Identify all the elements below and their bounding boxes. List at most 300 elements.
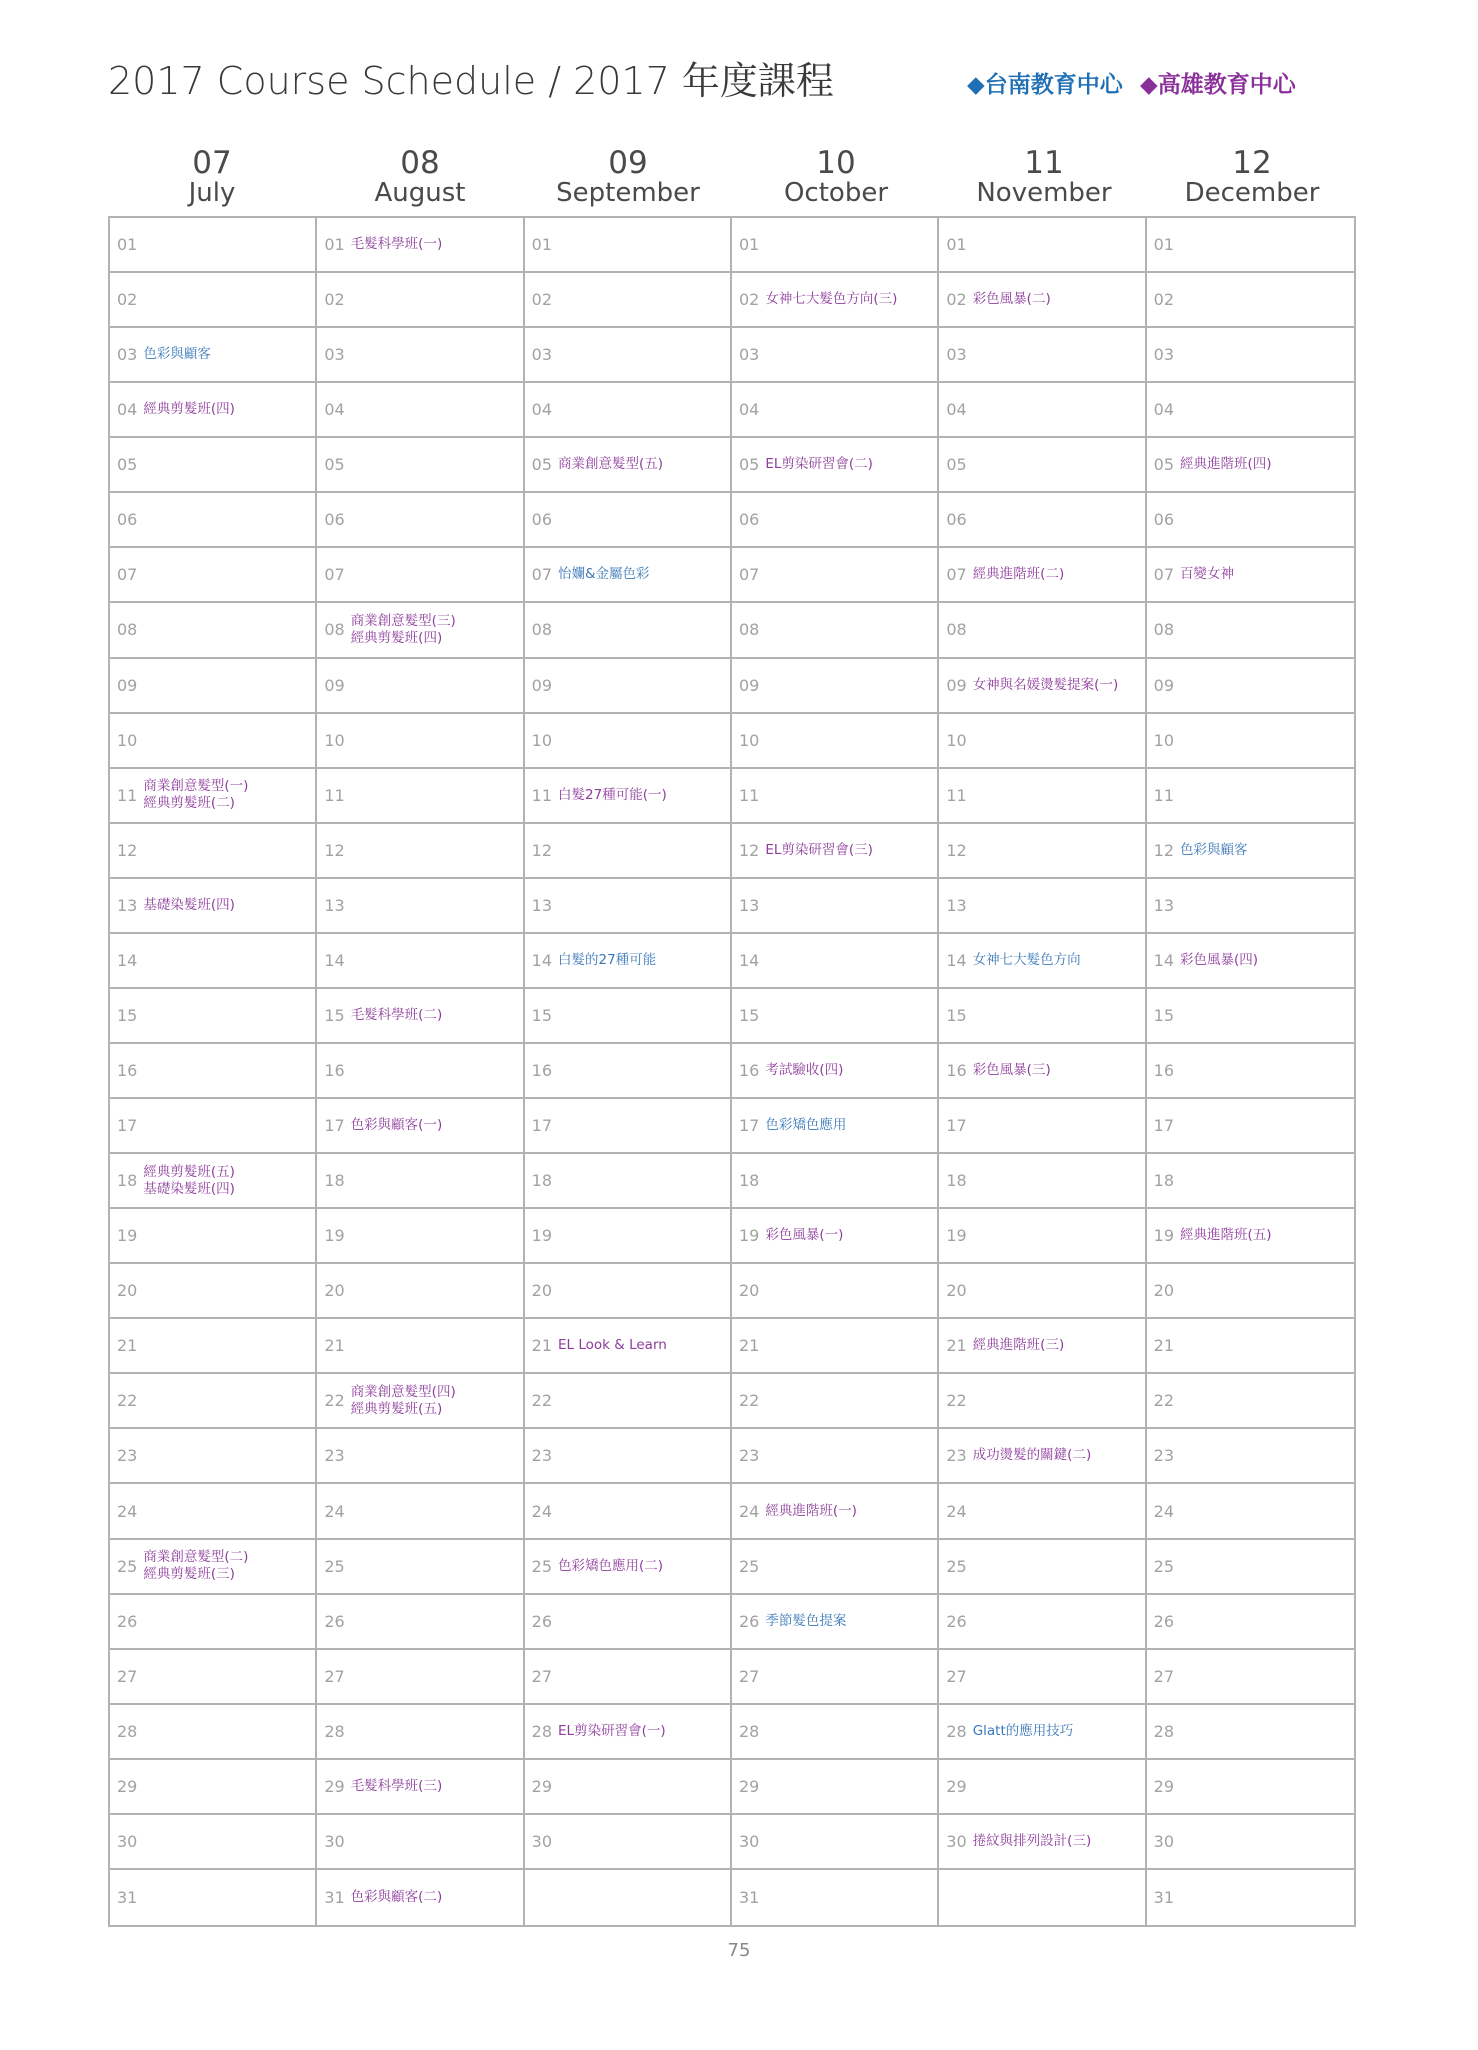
- day-cell-november-26: [939, 1595, 1146, 1650]
- day-number: 01: [531, 235, 553, 255]
- day-cell-november-14: [939, 934, 1146, 989]
- day-cell-august-16: [317, 1044, 524, 1099]
- month-name: August: [374, 178, 466, 208]
- day-cell-december-21: [1147, 1319, 1354, 1374]
- day-number: 03: [1153, 345, 1175, 365]
- day-cell-december-9: [1147, 659, 1354, 714]
- day-number: 31: [738, 1887, 760, 1907]
- day-cell-july-26: [110, 1595, 317, 1650]
- course-list: [351, 1384, 456, 1418]
- month-number: 10: [816, 145, 856, 181]
- day-number: 13: [324, 895, 345, 915]
- day-cell-september-10: [525, 714, 732, 769]
- course-list: [765, 1062, 843, 1079]
- day-number: 20: [738, 1281, 760, 1301]
- day-cell-august-21: [317, 1319, 524, 1374]
- course-entry: 經典剪髮班(五): [143, 1163, 235, 1180]
- day-cell-october-25: [732, 1540, 939, 1595]
- day-cell-october-26: [732, 1595, 939, 1650]
- day-cell-december-7: [1147, 548, 1354, 603]
- day-number: 21: [738, 1336, 760, 1356]
- day-number: 26: [1153, 1611, 1175, 1631]
- day-number: 17: [738, 1116, 760, 1136]
- month-name: July: [188, 178, 236, 208]
- day-number: 15: [117, 1005, 138, 1025]
- course-list: [1180, 842, 1248, 859]
- day-number: 08: [117, 620, 138, 640]
- day-number: 24: [531, 1501, 553, 1521]
- day-cell-november-19: [939, 1209, 1146, 1264]
- day-cell-september-23: [525, 1429, 732, 1484]
- day-number: 30: [117, 1831, 138, 1851]
- day-number: 27: [1153, 1666, 1175, 1686]
- day-number: 26: [117, 1611, 138, 1631]
- day-number: 01: [1153, 235, 1175, 255]
- day-number: 11: [1153, 785, 1175, 805]
- day-cell-december-29: [1147, 1760, 1354, 1815]
- day-number: 20: [531, 1281, 553, 1301]
- day-number: 16: [531, 1060, 553, 1080]
- day-cell-july-5: [110, 438, 317, 493]
- day-number: 09: [738, 675, 760, 695]
- day-cell-october-9: [732, 659, 939, 714]
- day-number: 08: [946, 620, 967, 640]
- day-number: 15: [324, 1005, 345, 1025]
- course-entry: 經典進階班(二): [972, 566, 1065, 583]
- day-number: 11: [324, 785, 345, 805]
- day-cell-july-21: [110, 1319, 317, 1374]
- day-number: 25: [531, 1556, 553, 1576]
- day-number: 20: [1153, 1281, 1175, 1301]
- day-number: 14: [324, 950, 345, 970]
- course-entry: 毛髮科學班(三): [350, 1777, 443, 1794]
- day-number: 14: [531, 950, 553, 970]
- day-cell-december-4: [1147, 383, 1354, 438]
- day-cell-august-10: [317, 714, 524, 769]
- day-number: 18: [531, 1171, 553, 1191]
- day-cell-december-12: [1147, 824, 1354, 879]
- day-cell-september-16: [525, 1044, 732, 1099]
- day-number: 07: [946, 565, 967, 585]
- day-cell-november-8: [939, 603, 1146, 658]
- day-number: 28: [946, 1721, 967, 1741]
- day-number: 26: [324, 1611, 345, 1631]
- course-list: [973, 1723, 1074, 1740]
- day-number: 30: [1153, 1831, 1175, 1851]
- day-number: 06: [738, 510, 760, 530]
- day-cell-september-18: [525, 1154, 732, 1209]
- day-cell-november-6: [939, 493, 1146, 548]
- day-cell-december-27: [1147, 1650, 1354, 1705]
- day-cell-september-26: [525, 1595, 732, 1650]
- course-entry: 商業創意髮型(二): [143, 1549, 249, 1566]
- day-cell-july-3: [110, 328, 317, 383]
- course-entry: 經典剪髮班(四): [143, 401, 235, 418]
- day-number: 12: [324, 840, 345, 860]
- day-cell-september-22: [525, 1374, 732, 1429]
- day-cell-december-6: [1147, 493, 1354, 548]
- day-number: 25: [738, 1556, 760, 1576]
- day-cell-august-5: [317, 438, 524, 493]
- day-number: 21: [1153, 1336, 1175, 1356]
- day-number: 03: [738, 345, 760, 365]
- day-cell-november-24: [939, 1484, 1146, 1539]
- day-cell-september-4: [525, 383, 732, 438]
- day-number: 17: [324, 1116, 345, 1136]
- day-number: 10: [324, 730, 345, 750]
- day-cell-september-30: [525, 1815, 732, 1870]
- day-cell-july-1: [110, 218, 317, 273]
- day-cell-november-12: [939, 824, 1146, 879]
- day-cell-december-18: [1147, 1154, 1354, 1209]
- day-cell-november-29: [939, 1760, 1146, 1815]
- day-number: 19: [117, 1226, 138, 1246]
- day-cell-july-28: [110, 1705, 317, 1760]
- day-number: 28: [324, 1721, 345, 1741]
- day-cell-november-5: [939, 438, 1146, 493]
- day-number: 02: [738, 290, 760, 310]
- day-cell-september-8: [525, 603, 732, 658]
- course-entry: 色彩矯色應用(二): [558, 1557, 664, 1574]
- day-number: 21: [531, 1336, 553, 1356]
- day-number: 05: [1153, 455, 1175, 475]
- day-number: 12: [1153, 840, 1175, 860]
- day-cell-july-10: [110, 714, 317, 769]
- course-entry: 毛髮科學班(二): [350, 1006, 443, 1023]
- day-cell-december-23: [1147, 1429, 1354, 1484]
- day-cell-august-25: [317, 1540, 524, 1595]
- day-number: 15: [1153, 1005, 1175, 1025]
- course-list: [765, 1227, 843, 1244]
- day-number: 22: [531, 1391, 553, 1411]
- day-number: 26: [738, 1611, 760, 1631]
- day-cell-july-20: [110, 1264, 317, 1319]
- day-number: 27: [946, 1666, 967, 1686]
- day-cell-december-2: [1147, 273, 1354, 328]
- day-cell-november-11: [939, 769, 1146, 824]
- day-cell-november-25: [939, 1540, 1146, 1595]
- day-number: 13: [738, 895, 760, 915]
- day-cell-december-31: [1147, 1870, 1354, 1925]
- day-number: 10: [946, 730, 967, 750]
- day-number: 29: [738, 1776, 760, 1796]
- day-number: 10: [1153, 730, 1175, 750]
- day-cell-august-12: [317, 824, 524, 879]
- day-number: 12: [946, 840, 967, 860]
- day-number: 05: [117, 455, 138, 475]
- course-list: [1180, 952, 1258, 969]
- day-number: 17: [117, 1116, 138, 1136]
- day-cell-september-2: [525, 273, 732, 328]
- day-cell-september-7: [525, 548, 732, 603]
- day-number: 02: [117, 290, 138, 310]
- day-cell-july-8: [110, 603, 317, 658]
- day-cell-october-27: [732, 1650, 939, 1705]
- day-cell-august-29: [317, 1760, 524, 1815]
- day-cell-august-11: [317, 769, 524, 824]
- day-number: 25: [946, 1556, 967, 1576]
- day-cell-october-20: [732, 1264, 939, 1319]
- day-number: 16: [324, 1060, 345, 1080]
- day-cell-october-14: [732, 934, 939, 989]
- day-cell-september-31: [525, 1870, 732, 1925]
- day-cell-november-21: [939, 1319, 1146, 1374]
- day-number: 01: [738, 235, 760, 255]
- course-list: [143, 401, 235, 418]
- day-cell-december-19: [1147, 1209, 1354, 1264]
- day-cell-october-28: [732, 1705, 939, 1760]
- course-entry: 女神七大髮色方向: [972, 951, 1081, 968]
- day-cell-july-31: [110, 1870, 317, 1925]
- day-cell-july-11: [110, 769, 317, 824]
- day-number: 07: [324, 565, 345, 585]
- day-number: 28: [1153, 1721, 1175, 1741]
- day-cell-december-14: [1147, 934, 1354, 989]
- day-number: 25: [117, 1556, 138, 1576]
- day-cell-october-4: [732, 383, 939, 438]
- day-number: 10: [531, 730, 553, 750]
- day-cell-july-7: [110, 548, 317, 603]
- day-number: 04: [324, 400, 345, 420]
- day-number: 19: [324, 1226, 345, 1246]
- day-number: 24: [946, 1501, 967, 1521]
- day-number: 22: [738, 1391, 760, 1411]
- day-number: 08: [738, 620, 760, 640]
- day-number: 11: [946, 785, 967, 805]
- day-cell-august-28: [317, 1705, 524, 1760]
- day-cell-september-6: [525, 493, 732, 548]
- day-number: 04: [531, 400, 553, 420]
- day-number: 20: [117, 1281, 138, 1301]
- day-cell-july-19: [110, 1209, 317, 1264]
- day-cell-december-24: [1147, 1484, 1354, 1539]
- day-cell-december-22: [1147, 1374, 1354, 1429]
- course-entry: 色彩矯色應用: [765, 1117, 847, 1134]
- course-entry: 女神與名媛燙髮提案(一): [972, 676, 1119, 693]
- day-cell-august-7: [317, 548, 524, 603]
- day-number: 02: [1153, 290, 1175, 310]
- day-number: 11: [531, 785, 553, 805]
- day-number: 08: [1153, 620, 1175, 640]
- day-cell-december-10: [1147, 714, 1354, 769]
- month-header-september: [524, 145, 732, 208]
- day-cell-july-30: [110, 1815, 317, 1870]
- day-number: 05: [531, 455, 553, 475]
- course-entry: 彩色風暴(四): [1180, 951, 1259, 968]
- day-number: 22: [117, 1391, 138, 1411]
- course-entry: 經典進階班(四): [1180, 456, 1272, 473]
- day-cell-october-22: [732, 1374, 939, 1429]
- course-list: [351, 236, 443, 253]
- day-number: 13: [531, 895, 553, 915]
- day-number: 15: [531, 1005, 553, 1025]
- day-cell-october-7: [732, 548, 939, 603]
- day-cell-july-15: [110, 989, 317, 1044]
- day-cell-november-15: [939, 989, 1146, 1044]
- day-number: 19: [1153, 1226, 1175, 1246]
- course-entry: 季節髮色提案: [765, 1612, 847, 1629]
- course-list: [765, 1613, 846, 1630]
- course-entry: 色彩與顧客: [143, 346, 211, 363]
- month-number: 11: [1024, 145, 1064, 181]
- day-cell-august-24: [317, 1484, 524, 1539]
- course-list: [973, 1833, 1092, 1850]
- day-number: 16: [117, 1060, 138, 1080]
- day-number: 13: [946, 895, 967, 915]
- day-cell-october-10: [732, 714, 939, 769]
- day-number: 17: [946, 1116, 967, 1136]
- day-number: 12: [117, 840, 138, 860]
- course-entry: 商業創意髮型(五): [558, 456, 664, 473]
- month-name: October: [783, 178, 889, 208]
- page-number: 75: [727, 1940, 751, 1961]
- month-number: 08: [400, 145, 440, 181]
- day-number: 19: [738, 1226, 760, 1246]
- day-cell-december-8: [1147, 603, 1354, 658]
- course-list: [351, 613, 456, 647]
- day-number: 22: [946, 1391, 967, 1411]
- day-cell-november-20: [939, 1264, 1146, 1319]
- day-cell-september-28: [525, 1705, 732, 1760]
- day-cell-july-24: [110, 1484, 317, 1539]
- course-entry: 彩色風暴(三): [972, 1061, 1051, 1078]
- day-cell-november-9: [939, 659, 1146, 714]
- course-entry: 經典進階班(一): [765, 1502, 857, 1519]
- day-number: 19: [531, 1226, 553, 1246]
- day-cell-july-25: [110, 1540, 317, 1595]
- day-cell-december-26: [1147, 1595, 1354, 1650]
- day-cell-august-6: [317, 493, 524, 548]
- day-cell-october-30: [732, 1815, 939, 1870]
- course-list: [558, 787, 667, 804]
- day-number: 21: [946, 1336, 967, 1356]
- course-list: [351, 1007, 443, 1024]
- day-cell-september-15: [525, 989, 732, 1044]
- day-cell-december-30: [1147, 1815, 1354, 1870]
- day-cell-november-31: [939, 1870, 1146, 1925]
- day-cell-august-22: [317, 1374, 524, 1429]
- day-cell-november-7: [939, 548, 1146, 603]
- day-cell-september-1: [525, 218, 732, 273]
- day-cell-august-1: [317, 218, 524, 273]
- day-number: 03: [117, 345, 138, 365]
- day-cell-december-25: [1147, 1540, 1354, 1595]
- day-number: 23: [738, 1446, 760, 1466]
- day-cell-december-16: [1147, 1044, 1354, 1099]
- day-number: 01: [324, 235, 345, 255]
- course-entry: EL剪染研習會(二): [765, 456, 873, 473]
- day-cell-december-5: [1147, 438, 1354, 493]
- month-header-july: [108, 145, 316, 208]
- day-cell-november-2: [939, 273, 1146, 328]
- day-number: 29: [1153, 1776, 1175, 1796]
- course-list: [765, 1117, 846, 1134]
- day-cell-august-3: [317, 328, 524, 383]
- day-cell-november-27: [939, 1650, 1146, 1705]
- month-header-august: [316, 145, 524, 208]
- course-list: [765, 291, 897, 308]
- day-number: 22: [1153, 1391, 1175, 1411]
- day-number: 19: [946, 1226, 967, 1246]
- course-entry: 彩色風暴(一): [765, 1227, 844, 1244]
- day-cell-november-18: [939, 1154, 1146, 1209]
- day-number: 29: [117, 1776, 138, 1796]
- schedule-grid: [108, 216, 1356, 1927]
- day-cell-july-17: [110, 1099, 317, 1154]
- day-cell-september-19: [525, 1209, 732, 1264]
- day-number: 25: [1153, 1556, 1175, 1576]
- month-number: 12: [1232, 145, 1272, 181]
- course-entry: 經典剪髮班(五): [350, 1400, 443, 1417]
- day-cell-october-17: [732, 1099, 939, 1154]
- day-number: 20: [324, 1281, 345, 1301]
- day-cell-july-29: [110, 1760, 317, 1815]
- day-number: 29: [324, 1776, 345, 1796]
- day-cell-december-3: [1147, 328, 1354, 383]
- course-entry: 白髮27種可能(一): [558, 786, 667, 803]
- course-entry: 捲紋與排列設計(三): [972, 1832, 1092, 1849]
- day-number: 30: [946, 1831, 967, 1851]
- day-cell-october-16: [732, 1044, 939, 1099]
- course-entry: 商業創意髮型(一): [143, 778, 249, 795]
- day-number: 02: [324, 290, 345, 310]
- page-title: 2017 Course Schedule / 2017 年度課程: [108, 59, 834, 103]
- day-number: 27: [531, 1666, 553, 1686]
- course-list: [143, 778, 248, 812]
- day-cell-october-1: [732, 218, 939, 273]
- day-number: 18: [738, 1171, 760, 1191]
- day-cell-september-3: [525, 328, 732, 383]
- day-number: 04: [738, 400, 760, 420]
- course-list: [351, 1117, 443, 1134]
- day-number: 02: [946, 290, 967, 310]
- course-list: [1180, 456, 1272, 473]
- month-number: 07: [192, 145, 232, 181]
- course-list: [973, 952, 1081, 969]
- day-number: 14: [117, 950, 138, 970]
- day-cell-september-9: [525, 659, 732, 714]
- course-list: [973, 1062, 1051, 1079]
- day-number: 07: [117, 565, 138, 585]
- day-cell-november-13: [939, 879, 1146, 934]
- day-number: 15: [946, 1005, 967, 1025]
- day-number: 06: [946, 510, 967, 530]
- day-number: 31: [117, 1887, 138, 1907]
- day-number: 13: [117, 895, 138, 915]
- course-list: [143, 1549, 248, 1583]
- day-number: 07: [1153, 565, 1175, 585]
- course-list: [973, 677, 1119, 694]
- course-list: [558, 1337, 667, 1354]
- day-cell-august-23: [317, 1429, 524, 1484]
- day-number: 18: [1153, 1171, 1175, 1191]
- day-number: 13: [1153, 895, 1175, 915]
- day-number: 12: [531, 840, 553, 860]
- month-name: November: [976, 178, 1112, 208]
- day-number: 03: [324, 345, 345, 365]
- day-cell-july-27: [110, 1650, 317, 1705]
- day-cell-november-4: [939, 383, 1146, 438]
- day-number: 27: [324, 1666, 345, 1686]
- day-number: 05: [738, 455, 760, 475]
- month-header-november: [940, 145, 1148, 208]
- day-number: 05: [324, 455, 345, 475]
- day-cell-october-23: [732, 1429, 939, 1484]
- day-cell-september-24: [525, 1484, 732, 1539]
- day-cell-july-13: [110, 879, 317, 934]
- day-cell-september-14: [525, 934, 732, 989]
- day-cell-august-4: [317, 383, 524, 438]
